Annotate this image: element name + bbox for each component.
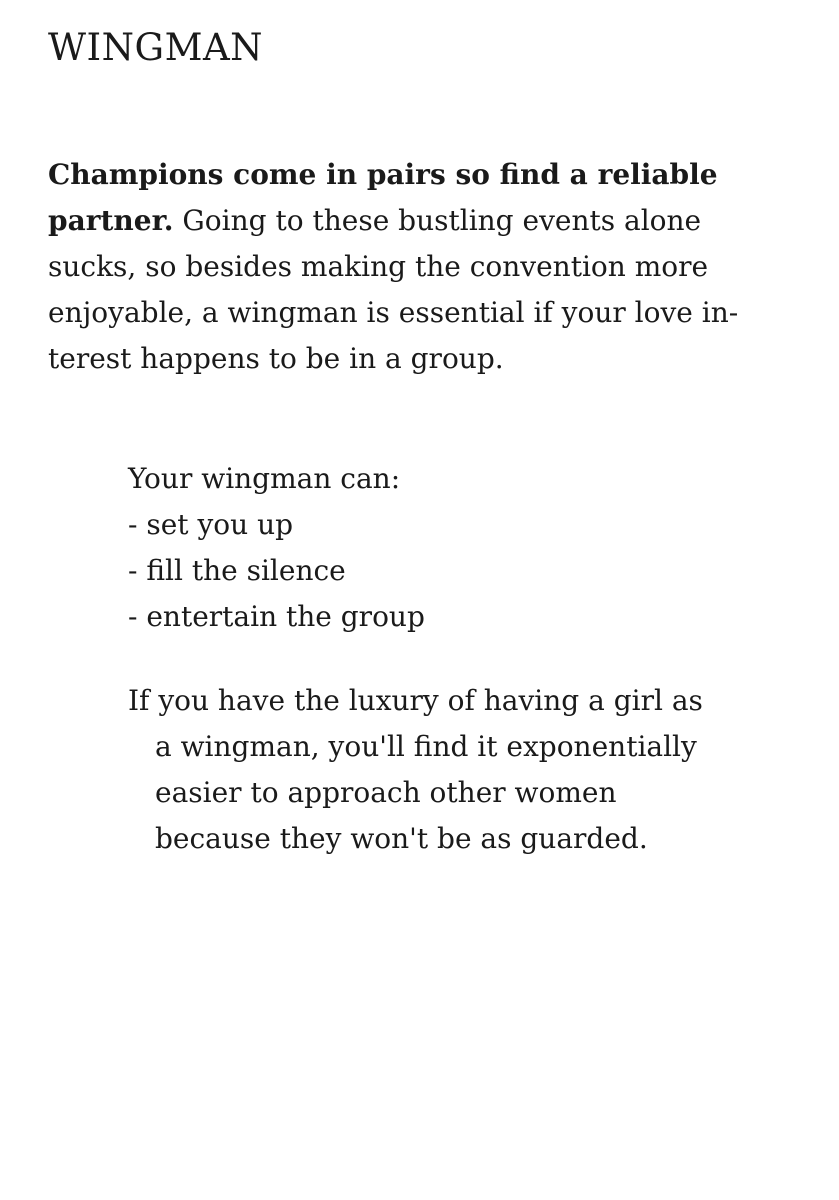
- note-line: a wingman, you'll find it exponentially: [155, 730, 697, 763]
- intro-line-2: [48, 198, 793, 244]
- intro-line-4: enjoyable, a wingman is essential if your love in-: [48, 296, 739, 329]
- intro-text-2: Going to these bustling events alone: [173, 204, 702, 237]
- intro-line-1: [48, 152, 793, 198]
- list-item: - set you up: [128, 508, 294, 541]
- list-item: - fill the silence: [128, 554, 346, 587]
- intro-line-5: terest happens to be in a group.: [48, 342, 504, 375]
- intro-paragraph: [48, 152, 793, 382]
- list-item: - entertain the group: [128, 600, 425, 633]
- intro-line-3: sucks, so besides making the convention more: [48, 250, 709, 283]
- note-line: because they won't be as guarded.: [155, 822, 648, 855]
- note-line: easier to approach other women: [155, 776, 617, 809]
- note-line: If you have the luxury of having a girl as: [128, 684, 703, 717]
- lead-sentence-part-1: Champions come in pairs so find a reliable: [48, 158, 718, 191]
- lead-sentence-part-2: partner.: [48, 204, 174, 237]
- girl-wingman-note: [128, 678, 788, 862]
- wingman-list-title: Your wingman can:: [128, 462, 401, 495]
- wingman-list: [128, 456, 425, 640]
- section-heading: WINGMAN: [48, 26, 264, 69]
